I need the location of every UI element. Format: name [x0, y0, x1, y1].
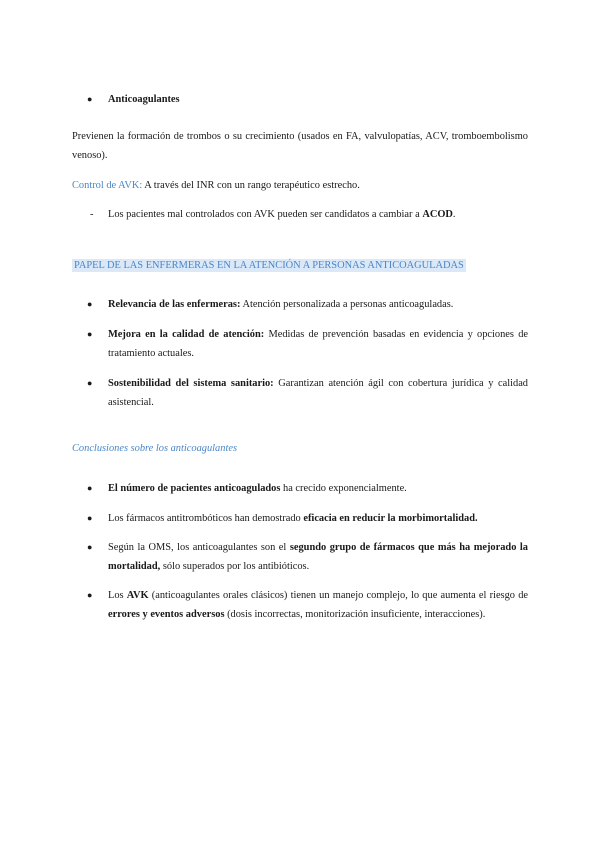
- dash-bold: ACOD: [422, 209, 453, 220]
- bullet-icon: ●: [87, 378, 93, 388]
- list-item: [87, 538, 528, 576]
- list-item: [87, 374, 528, 412]
- bullet-title: Anticoagulantes: [108, 94, 180, 105]
- conclusiones-title: Conclusiones sobre los anticoagulantes: [72, 443, 237, 454]
- list-item: [87, 586, 529, 624]
- heading-highlight: PAPEL DE LAS ENFERMERAS EN LA ATENCIÓN A PERSONAS ANTICOAGULADAS: [74, 260, 464, 271]
- item-text: Garantizan atención ágil con cobertura jurídica y calidad asistencial.: [108, 378, 528, 408]
- item-text: Los fármacos antitrombóticos han demostrado: [108, 513, 304, 524]
- bullet-icon: ●: [87, 590, 93, 600]
- dash-item-acod: [90, 205, 528, 224]
- bullet-icon: ●: [87, 329, 93, 339]
- bullet-anticoagulantes: [87, 90, 528, 109]
- item-text: Atención personalizada a personas anticoaguladas.: [240, 299, 454, 310]
- item-text: (anticoagulantes orales clásicos) tienen un manejo complejo, lo que aumenta el riesgo de: [148, 590, 529, 601]
- item-bold: segundo grupo de fármacos que más ha mejorado la mortalidad,: [108, 542, 528, 572]
- item-text: Medidas de prevención basadas en evidencia y opciones de tratamiento actuales.: [108, 329, 529, 359]
- dash-text: Los pacientes mal controlados con AVK pueden ser candidatos a cambiar a: [108, 209, 423, 220]
- section-heading-enfermeras: [72, 258, 528, 274]
- item-bold: Mejora en la calidad de atención:: [108, 329, 265, 340]
- section-heading-conclusiones: [72, 441, 528, 457]
- bullet-icon: ●: [87, 483, 93, 493]
- intro-paragraph: Previenen la formación de trombos o su crecimiento (usados en FA, valvulopatías, ACV, tromboembolismo venoso).: [72, 131, 528, 161]
- item-text: Los: [108, 590, 127, 601]
- bullet-icon: ●: [87, 94, 93, 104]
- item-text: ha crecido exponencialmente.: [280, 483, 407, 494]
- item-bold: Relevancia de las enfermeras:: [108, 299, 241, 310]
- dash-icon: -: [90, 209, 94, 220]
- item-bold: El número de pacientes anticoagulados: [108, 483, 281, 494]
- dash-text-end: .: [452, 209, 456, 220]
- item-text-end: sólo superados por los antibióticos.: [160, 561, 310, 572]
- list-item: [87, 509, 528, 528]
- list-item: [87, 295, 528, 314]
- list-item: [87, 479, 528, 498]
- item-bold: Sostenibilidad del sistema sanitario:: [108, 378, 274, 389]
- item-bold: eficacia en reducir la morbimortalidad.: [303, 513, 478, 524]
- item-bold: errores y eventos adversos: [108, 609, 225, 620]
- control-avk-label: Control de AVK:: [72, 180, 143, 191]
- control-avk-line: [72, 176, 528, 195]
- bullet-icon: ●: [87, 513, 93, 523]
- item-text-end: (dosis incorrectas, monitorización insuficiente, interacciones).: [224, 609, 486, 620]
- bullet-icon: ●: [87, 299, 93, 309]
- bullet-icon: ●: [87, 542, 93, 552]
- control-avk-text: A través del INR con un rango terapéutico estrecho.: [142, 180, 360, 191]
- item-text: Según la OMS, los anticoagulantes son el: [108, 542, 290, 553]
- item-bold: AVK: [126, 590, 149, 601]
- list-item: [87, 325, 529, 363]
